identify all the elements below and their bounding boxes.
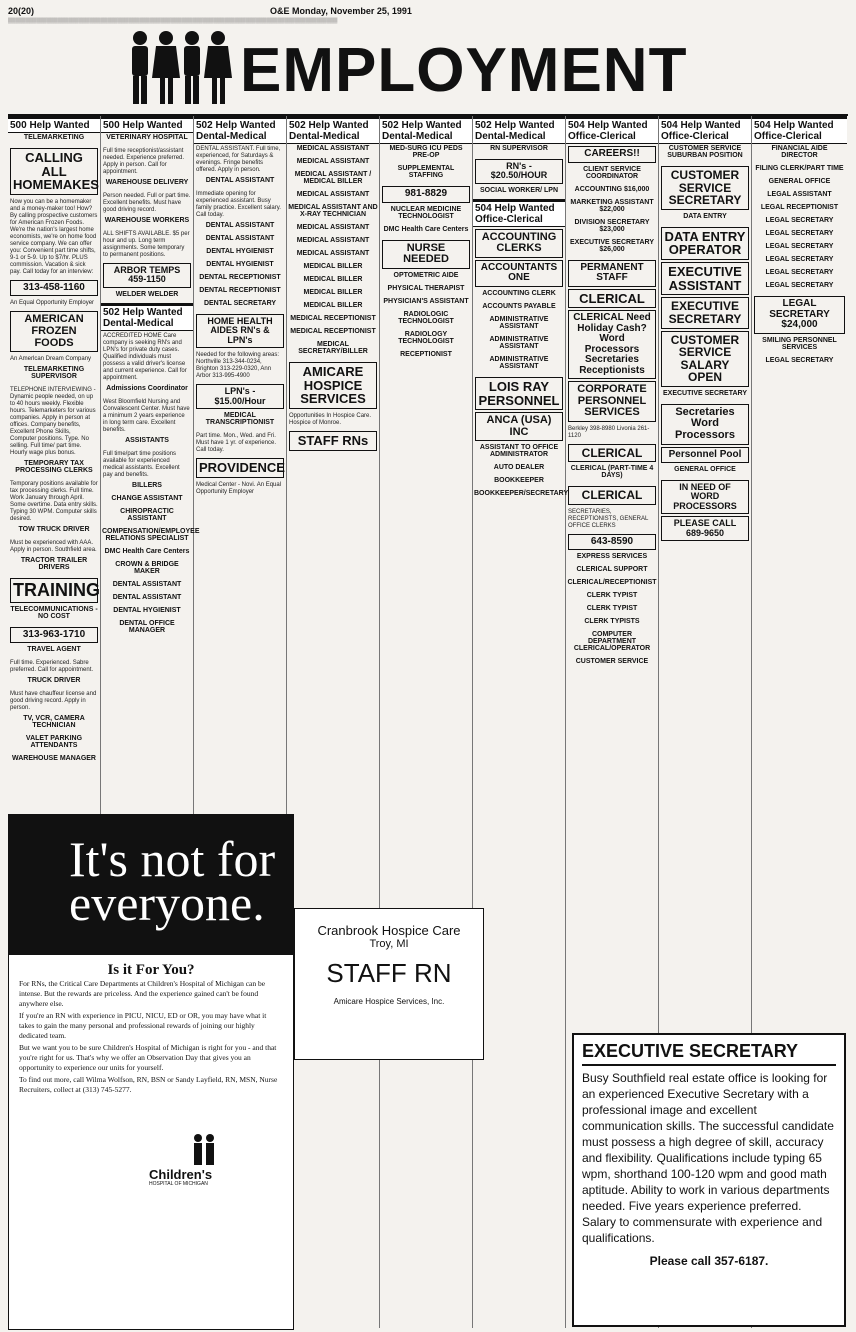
exec-ad-phone: Please call 357-6187. [649,1254,769,1268]
listing-fineprint [473,153,565,157]
listing-heading: WAREHOUSE MANAGER [11,755,96,763]
listing-text: DENTAL ASSISTANT. Full time, experienced, for Saturdays & evenings. Fringe benefits offered. Apply in person. [196,146,281,173]
display-ad-heading: TRAINING [10,578,98,603]
listing-heading: MEDICAL ASSISTANT [296,191,370,198]
listing-heading: LEGAL ASSISTANT [767,191,832,198]
listing-heading: MEDICAL ASSISTANT [296,158,370,165]
header-left-fineprint: ▒▒▒▒▒▒▒▒▒▒▒▒▒▒▒▒▒▒▒▒▒▒▒▒▒▒▒▒▒▒▒▒▒▒▒▒▒▒▒▒▒▒▒▒▒▒▒▒▒▒▒▒▒▒▒▒▒▒▒▒▒▒▒▒▒▒▒▒▒▒▒▒▒▒▒▒▒▒▒▒▒▒▒▒▒▒▒▒▒▒▒▒▒ [8,18,338,24]
listing-heading: DIVISION SECRETARY $23,000 [574,218,650,233]
listing-text: Person needed. Full or part time. Excellent benefits. Must have good driving record. [103,193,191,213]
column-heading: 500 Help Wanted [8,116,100,133]
listing-fineprint [380,234,472,238]
display-ad-heading: DATA ENTRY OPERATOR [661,227,749,260]
column-4 [287,116,380,1328]
listing-fineprint [659,221,751,225]
column-heading: 504 Help Wanted Office-Clerical [752,116,847,144]
column-heading: 504 Help Wanted Office-Clerical [473,199,565,227]
listing-heading: MEDICAL BILLER [303,302,363,309]
listing-heading: BOOKKEEPER/SECRETARY [474,490,569,498]
listing-text: Berkley 398-8980 Livonia 261-1120 [568,425,650,439]
logo-subtitle: HOSPITAL OF MICHIGAN [149,1181,208,1187]
listing-fineprint [566,254,658,258]
column-heading: 502 Help Wanted Dental-Medical [287,116,379,144]
listing-heading: CLERICAL (PART-TIME 4 DAYS) [570,465,654,480]
listing-heading: CLERK TYPIST [586,592,638,600]
listing-heading: DENTAL ASSISTANT [112,580,182,588]
listing-fineprint [566,666,658,670]
section-header [8,18,848,116]
listing-heading: EXECUTIVE SECRETARY [662,389,747,397]
listing-heading: CROWN & BRIDGE MAKER [115,560,179,575]
listing-fineprint [8,572,100,576]
display-ad-heading: 313-458-1160 [10,280,98,297]
listing-heading: DENTAL RECEPTIONIST [199,287,281,294]
listing-heading: EXECUTIVE SECRETARY $26,000 [569,238,654,253]
listing-fineprint [659,160,751,164]
display-ad-heading: PROVIDENCE [196,458,284,478]
listing-heading: TEMPORARY TAX PROCESSING CLERKS [15,460,93,475]
listing-heading: ASSISTANT TO OFFICE ADMINISTRATOR [479,444,559,459]
listing-heading: DENTAL ASSISTANT [205,235,275,242]
workers-illustration-icon [126,28,236,108]
listing-heading: CUSTOMER SERVICE SUBURBAN POSITION [667,145,743,159]
ad-headline: It's not for everyone. [9,815,293,955]
display-ad-heading: ANCA (USA) INC [475,412,563,441]
display-ad-heading: CUSTOMER SERVICE SECRETARY [661,166,749,210]
listing-heading: MEDICAL ASSISTANT [296,237,370,244]
listing-heading: BOOKKEEPER [494,477,544,485]
display-ad-heading: CLERICAL [568,444,656,463]
listing-heading: DMC Health Care Centers [383,225,469,233]
cranbrook-name: Cranbrook Hospice Care [317,923,461,938]
listing-heading: DENTAL HYGIENIST [113,606,181,614]
executive-secretary-ad [572,1033,846,1327]
listing-fineprint [380,359,472,363]
listing-text: ACCREDITED HOME Care company is seeking RN's and LPN's for private duty cases. Qualified individuals must possess a valid driver's license and current experience. Call for appointment. [103,332,187,381]
listing-text: Now you can be a homemaker and a money-maker too! How? By calling prospective customers for American Frozen Foods. We're the nation's largest home economists, we're on home food service company. We can offer you: Convenient part time shifts, 9-1 or 5-9. Up to $7/hr. PLUS commission. Vacation & sick pay. Call today for an interview: [10,198,98,275]
classifieds-grid [8,116,848,1328]
listing-heading: DENTAL RECEPTIONIST [199,274,281,281]
listing-heading: NUCLEAR MEDICINE TECHNOLOGIST [390,205,462,220]
display-ad-heading: PLEASE CALL 689-9650 [661,516,749,541]
listing-fineprint [473,498,565,502]
listing-heading: MEDICAL BILLER [303,276,363,283]
listing-heading: RADIOLOGIC TECHNOLOGIST [398,310,454,325]
listing-heading: CLERICAL SUPPORT [576,566,648,574]
display-ad-heading: 981-8829 [382,186,470,203]
listing-heading: DENTAL HYGIENIST [206,261,274,268]
listing-heading: CLERICAL/RECEPTIONIST [567,579,657,587]
listing-heading: COMPUTER DEPARTMENT CLERICAL/OPERATOR [573,631,651,653]
listing-heading: Admissions Coordinator [106,384,188,392]
listing-heading: MEDICAL BILLER [303,289,363,296]
cranbrook-location: Troy, MI [369,938,409,950]
listing-heading: LEGAL SECRETARY [765,230,834,237]
listing-fineprint [8,763,100,767]
listing-heading: ASSISTANTS [125,436,169,444]
listing-heading: SMILING PERSONNEL SERVICES [762,336,837,351]
listing-fineprint [8,142,100,146]
listing-heading: MEDICAL RECEPTIONIST [290,315,376,322]
listing-heading: TELEMARKETING SUPERVISOR [23,366,85,381]
display-ad-heading: CAREERS!! [568,146,656,163]
listing-text: ALL SHIFTS AVAILABLE. $5 per hour and up. Long term assignments. Some temporary to permanent positions. [103,231,190,258]
childrens-hospital-ad [8,814,294,1330]
listing-heading: ADMINISTRATIVE ASSISTANT [489,355,549,370]
display-ad-heading: CLERICAL Need Holiday Cash? Word Processors Secretaries Receptionists [568,310,656,379]
listing-heading: LEGAL SECRETARY [765,256,834,263]
display-ad-heading: EXECUTIVE ASSISTANT [661,262,749,295]
listing-heading: EXPRESS SERVICES [576,553,648,561]
column-6 [473,116,569,1328]
display-ad-heading: CALLING ALL HOMEMAKES [10,148,98,195]
display-ad-heading: 643-8590 [568,534,656,551]
listing-heading: LEGAL RECEPTIONIST [760,204,839,211]
column-heading: 500 Help Wanted [101,116,193,133]
listing-text: SECRETARIES, RECEPTIONISTS, GENERAL OFFICE CLERKS [568,508,649,529]
listing-text: Full time/part time positions available for experienced medical assistants. Excellent pay and benefits. [103,450,180,478]
listing-heading: WAREHOUSE WORKERS [104,217,190,224]
listing-heading: DATA ENTRY [683,212,727,220]
listing-text: An Amerlcan Dream Company [10,356,92,363]
display-ad-heading: CLERICAL [568,289,656,309]
listing-heading: MEDICAL ASSISTANT AND X-RAY TECHNICIAN [288,204,378,218]
listing-heading: AUTO DEALER [493,464,545,472]
section-title: EMPLOYMENT [240,36,688,105]
listing-heading: DENTAL OFFICE MANAGER [119,619,175,634]
display-ad-heading: CLERICAL [568,486,656,505]
exec-ad-body: Busy Southfield real estate office is looking for an experienced Executive Secretary with a professional image and excellent communication skills. The successful candidate must possess a high degree of skill, accuracy and flexibility. Qualifications include typing 65 wpm, shorthand 100-120 wpm and good math aptitude. Ability to work in various departments needed. Five years experience preferred. Salary to commensurate with experience and qualifications. [582,1071,834,1245]
listing-fineprint [101,635,193,639]
listing-heading: WAREHOUSE DELIVERY [105,179,189,186]
listing-heading: LEGAL SECRETARY [765,217,834,224]
listing-heading: CLIENT SERVICE COORDINATOR [583,165,641,180]
listing-text: An Equal Opportunity Employer [10,300,95,307]
display-ad-heading: LPN's - $15.00/Hour [196,384,284,409]
display-ad-heading: AMERICAN FROZEN FOODS [10,311,98,352]
listing-heading: CLERK TYPIST [586,605,638,613]
listing-fineprint [473,371,565,375]
ad-paragraph: But we want you to be sure Children's Hospital of Michigan is right for you - and that you're right for us. That's why we offer an Observation Day that gives you an opportunity to experience our units for yourself. [19,1043,277,1072]
display-ad-heading: ACCOUNTING CLERKS [475,229,563,258]
column-heading: 502 Help Wanted Dental-Medical [194,116,286,144]
listing-heading: MEDICAL RECEPTIONIST [290,328,376,335]
listing-fineprint [380,180,472,184]
column-heading: 504 Help Wanted Office-Clerical [659,116,751,144]
ad-paragraph: To find out more, call Wilma Wolfson, RN, BSN or Sandy Layfield, RN, MSN, Nurse Recruiters, collect at (313) 745-5277. [19,1075,278,1094]
display-ad-heading: STAFF RNs [289,431,377,451]
listing-heading: TELEMARKETING [23,134,85,141]
ad-question: Is it For You? [107,962,195,978]
listing-heading: DENTAL ASSISTANT [112,593,182,601]
listing-text: Full time. Experienced. Sabre preferred. Call for appointment. [10,660,94,674]
display-ad-heading: HOME HEALTH AIDES RN's & LPN's [196,314,284,348]
listing-heading: DENTAL SECRETARY [203,300,277,307]
listing-heading: TRAVEL AGENT [27,646,81,654]
display-ad-heading: AMICARE HOSPICE SERVICES [289,362,377,409]
display-ad-heading: EXECUTIVE SECRETARY [661,297,749,328]
column-heading: 504 Help Wanted Office-Clerical [566,116,658,144]
listing-heading: MEDICAL SECRETARY/BILLER [298,341,368,355]
listing-heading: VETERINARY HOSPITAL [106,134,188,141]
display-ad-heading: LOIS RAY PERSONNEL [475,377,563,410]
listing-heading: CUSTOMER SERVICE [575,658,649,666]
display-ad-heading: LEGAL SECRETARY $24,000 [754,296,845,334]
listing-text: TELEPHONE INTERVIEWING - Dynamic people needed, on up to 40 hours weekly. Flexible hours. Telemarketers for various companies. Apply in person at offices. Company benefits, Excellent Phone Skills, Computer positions. Type. No selling. Full time/ part time. Hourly wage plus bonus. [10,387,96,457]
listing-text: Full time receptionist/assistant needed. Experience preferred. Apply in person. Call for appointment. [103,148,185,175]
display-ad-heading: Secretaries Word Processors [661,404,749,445]
childrens-logo [129,1133,279,1187]
listing-text: Temporary positions available for tax processing clerks. Full time. Work January through April. Some overtime. Data entry skills. Typing 30 WPM. Computer skills desired. [10,481,98,523]
cranbrook-title: STAFF RN [326,958,452,988]
listing-heading: DENTAL ASSISTANT [205,177,275,184]
page-top-line [8,4,848,18]
listing-heading: CHIROPRACTIC ASSISTANT [120,507,174,522]
listing-heading: MED-SURG ICU PEDS PRE-OP [389,145,463,159]
listing-heading: RECEPTIONIST [400,350,452,358]
listing-heading: ADMINISTRATIVE ASSISTANT [489,335,549,350]
listing-heading: OPTOMETRIC AIDE [393,271,459,279]
display-ad-heading: RN's - $20.50/HOUR [475,159,563,184]
column-heading: 502 Help Wanted Dental-Medical [380,116,472,144]
listing-heading: FINANCIAL AIDE DIRECTOR [771,145,828,159]
listing-heading: LEGAL SECRETARY [765,269,834,276]
listing-heading: MEDICAL TRANSCRIPTIONIST [205,412,275,427]
display-ad-heading: CORPORATE PERSONNEL SERVICES [568,381,656,422]
column-heading: 502 Help Wanted Dental-Medical [473,116,565,144]
listing-heading: CHANGE ASSISTANT [111,494,183,502]
listing-heading: RN SUPERVISOR [490,145,548,152]
listing-heading: MEDICAL ASSISTANT / MEDICAL BILLER [294,171,372,185]
listing-heading: LEGAL SECRETARY [765,282,834,289]
listing-heading: MEDICAL ASSISTANT [296,250,370,257]
display-ad-heading: Personnel Pool [661,447,749,464]
cranbrook-company: Amicare Hospice Services, Inc. [333,997,445,1006]
listing-heading: WELDER WELDER [115,290,179,298]
listing-text: Needed for the following areas: Northville 313-344-0234, Brighton 313-229-0320, Ann Arbor 313-995-4900 [196,352,280,380]
listing-heading: DMC Health Care Centers [104,547,190,555]
listing-heading: TRACTOR TRAILER DRIVERS [20,557,88,572]
listing-heading: TV, VCR, CAMERA TECHNICIAN [23,715,85,730]
listing-heading: SUPPLEMENTAL STAFFING [397,165,455,179]
listing-heading: DENTAL ASSISTANT [205,222,275,229]
listing-text: Immediate opening for experienced assistant. Busy family practice. Excellent salary. Call today. [196,191,281,218]
column-heading: 502 Help Wanted Dental-Medical [101,303,193,331]
masthead: O&E Monday, November 25, 1991 [270,6,412,16]
ad-paragraph: For RNs, the Critical Care Departments at Children's Hospital of Michigan can be intense. But the rewards are priceless. And the experience gained can't be found anywhere else. [19,979,266,1008]
listing-heading: VALET PARKING ATTENDANTS [25,735,83,750]
ad-body [19,962,283,1097]
listing-text: Part time. Mon., Wed. and Fri. Must have 1 yr. of experience. Call today. [196,433,277,454]
listing-heading: BILLERS [132,481,162,489]
listing-fineprint [659,474,751,478]
listing-text: West Bloomfield Nursing and Convalescent Center. Must have a minimum 2 years experience in long term care. Excellent benefits. [103,398,190,433]
listing-fineprint [8,621,100,625]
listing-heading: PHYSICAL THERAPIST [387,284,465,292]
display-ad-heading: PERMANENT STAFF [568,260,656,287]
listing-heading: FILING CLERK/PART TIME [755,165,844,172]
listing-heading: ACCOUNTS PAYABLE [482,302,556,310]
listing-heading: CLERK TYPISTS [584,618,640,626]
listing-fineprint [752,365,847,369]
listing-fineprint [659,398,751,402]
listing-heading: TRUCK DRIVER [27,677,81,685]
listing-heading: MEDICAL ASSISTANT [296,224,370,231]
listing-heading: ACCOUNTING $16,000 [574,185,650,193]
listing-text: Opportunities In Hospice Care. Hospice of Monroe. [289,412,372,426]
listing-heading: DENTAL HYGIENIST [206,248,274,255]
cranbrook-hospice-ad [294,908,484,1060]
display-ad-heading: 313-963-1710 [10,627,98,644]
display-ad-heading: ACCOUNTANTS ONE [475,260,563,287]
listing-fineprint [752,290,847,294]
listing-heading: TELECOMMUNICATIONS - NO COST [10,605,98,620]
listing-heading: GENERAL OFFICE [768,178,831,185]
listing-heading: COMPENSATION/EMPLOYEE RELATIONS SPECIALIST [102,527,200,542]
listing-heading: GENERAL OFFICE [674,466,736,474]
display-ad-heading: IN NEED OF WORD PROCESSORS [661,480,749,514]
column-5 [380,116,473,1328]
display-ad-heading: CUSTOMER SERVICE SALARY OPEN [661,331,749,387]
listing-heading: MEDICAL ASSISTANT [296,145,370,152]
display-ad-heading: ARBOR TEMPS 459-1150 [103,263,191,288]
display-ad-heading: NURSE NEEDED [382,240,470,269]
exec-ad-title: EXECUTIVE SECRETARY [582,1041,836,1066]
ad-paragraph: If you're an RN with experience in PICU, NICU, ED or OR, you may have what it takes to gain the many personal and professional rewards of joining our highly dedicated team. [19,1011,267,1040]
listing-text: Medical Center - Novi. An Equal Opportunity Employer [196,481,282,495]
listing-heading: ACCOUNTING CLERK [482,289,556,297]
listing-heading: MARKETING ASSISTANT $22,000 [570,198,654,213]
listing-fineprint [194,308,286,312]
listing-text: Must have chauffeur license and good driving record. Apply in person. [10,691,97,712]
page-number: 20(20) [8,6,35,16]
listing-heading: SOCIAL WORKER/ LPN [479,186,559,194]
listing-heading: PHYSICIAN'S ASSISTANT [383,297,469,305]
listing-heading: LEGAL SECRETARY [765,356,834,364]
listing-heading: RADIOLOGY TECHNOLOGIST [398,330,454,345]
listing-heading: ADMINISTRATIVE ASSISTANT [489,315,549,330]
logo-name: Children's [149,1167,213,1182]
listing-fineprint [566,480,658,484]
listing-heading: LEGAL SECRETARY [765,243,834,250]
listing-fineprint [287,356,379,360]
listing-heading: MEDICAL BILLER [303,263,363,270]
childrens-figures-icon [189,1133,219,1167]
listing-heading: TOW TRUCK DRIVER [18,526,90,534]
listing-text: Must be experienced with AAA. Apply in person. Southfield area. [10,540,97,554]
